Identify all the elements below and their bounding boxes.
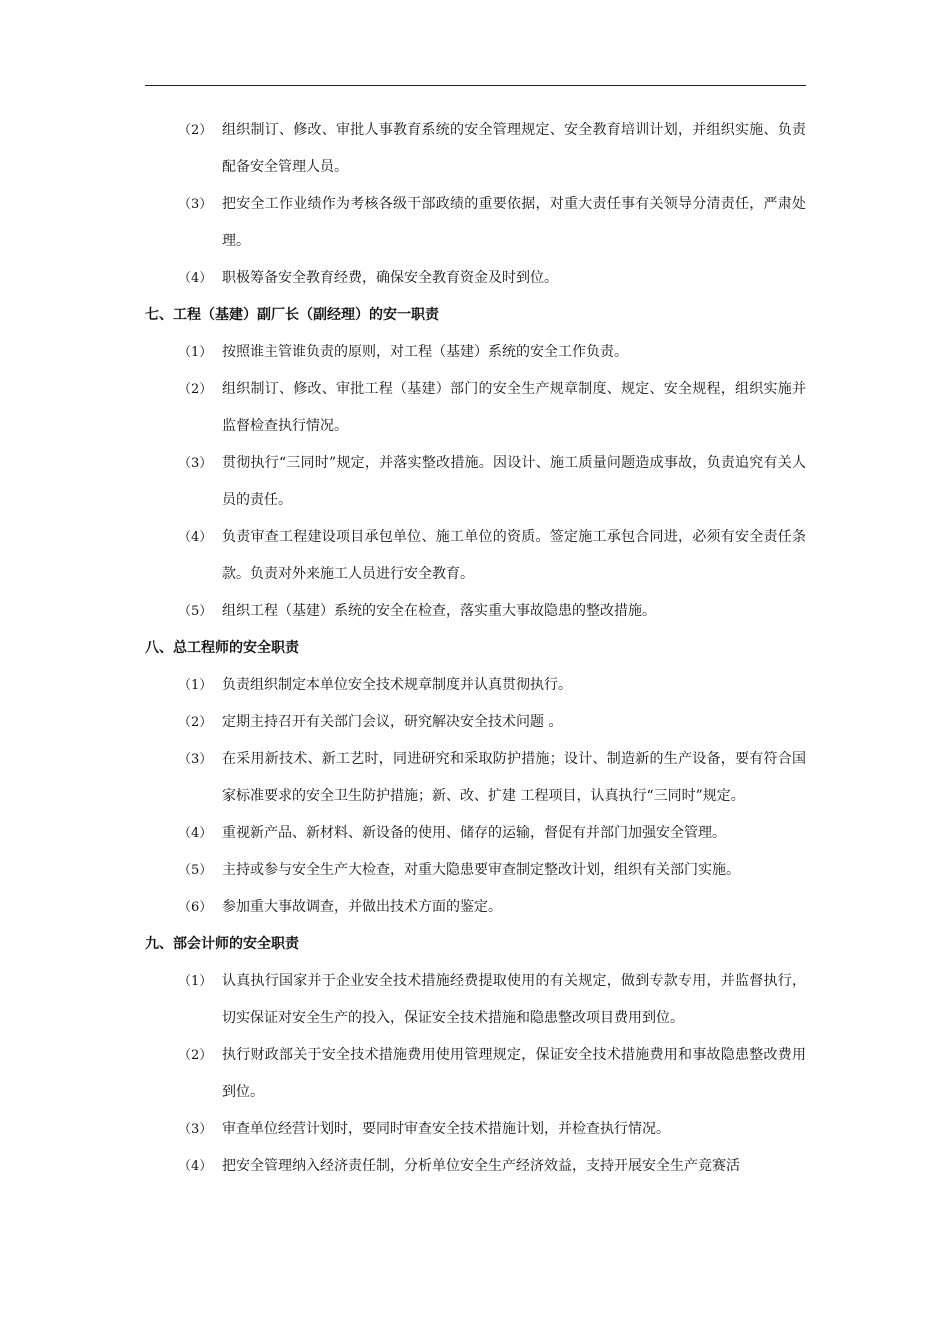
list-item	[145, 260, 806, 297]
item-number: （2）	[178, 715, 213, 730]
item-number: （3）	[178, 752, 213, 767]
item-text: 把安全管理纳入经济责任制，分析单位安全生产经济效益，支持开展安全生产竞赛活	[222, 1158, 740, 1174]
item-number: （3）	[178, 1122, 213, 1137]
item-text: 执行财政部关于安全技术措施费用使用管理规定，保证安全技术措施费用和事故隐患整改费用到位。	[222, 1047, 806, 1100]
list-item	[145, 963, 806, 1037]
item-number: （4）	[178, 530, 213, 545]
item-number: （1）	[178, 345, 213, 360]
item-number: （6）	[178, 900, 213, 915]
item-number: （2）	[178, 1048, 213, 1063]
item-text: 认真执行国家并于企业安全技术措施经费提取使用的有关规定，做到专款专用，并监督执行，切实保证对安全生产的投入，保证安全技术措施和隐患整改项目费用到位。	[222, 973, 806, 1026]
item-number: （3）	[178, 456, 213, 471]
list-item	[145, 1111, 806, 1148]
section-8	[145, 630, 806, 926]
item-text: 贯彻执行“三同时”规定，并落实整改措施。因设计、施工质量问题造成事故，负责追究有关人员的责任。	[222, 455, 806, 508]
list-item	[145, 445, 806, 519]
header-rule	[145, 85, 806, 86]
item-text: 组织工程（基建）系统的安全在检查，落实重大事故隐患的整改措施。	[222, 603, 656, 619]
item-text: 负责审查工程建设项目承包单位、施工单位的资质。签定施工承包合同进，必须有安全责任条款。负责对外来施工人员进行安全教育。	[222, 529, 806, 582]
item-number: （4）	[178, 826, 213, 841]
item-number: （5）	[178, 604, 213, 619]
section-heading: 九、部会计师的安全职责	[145, 936, 299, 952]
item-number: （4）	[178, 1159, 213, 1174]
item-number: （3）	[178, 197, 213, 212]
item-text: 职极筹备安全教育经费，确保安全教育资金及时到位。	[222, 270, 558, 286]
section-9	[145, 926, 806, 1185]
list-item	[145, 334, 806, 371]
item-text: 参加重大事故调查，并做出技术方面的鉴定。	[222, 899, 502, 915]
item-text: 主持或参与安全生产大检查，对重大隐患要审查制定整改计划，组织有关部门实施。	[222, 862, 740, 878]
item-text: 重视新产品、新材料、新设备的使用、储存的运输，督促有并部门加强安全管理。	[222, 825, 726, 841]
item-text: 把安全工作业绩作为考核各级干部政绩的重要依据，对重大责任事有关领导分清责任，严肃处理。	[222, 196, 806, 249]
list-item	[145, 1037, 806, 1111]
list-item	[145, 112, 806, 186]
section-continued	[145, 112, 806, 297]
item-number: （1）	[178, 974, 213, 989]
item-text: 组织制订、修改、审批人事教育系统的安全管理规定、安全教育培训计划，并组织实施、负责配备安全管理人员。	[222, 122, 806, 175]
item-text: 组织制订、修改、审批工程（基建）部门的安全生产规章制度、规定、安全规程，组织实施并监督检查执行情况。	[222, 381, 806, 434]
section-heading: 七、工程（基建）副厂长（副经理）的安一职责	[145, 307, 439, 323]
list-item	[145, 593, 806, 630]
item-text: 审查单位经营计划时，要同时审查安全技术措施计划，并检查执行情况。	[222, 1121, 670, 1137]
section-7	[145, 297, 806, 630]
list-item	[145, 519, 806, 593]
item-text: 定期主持召开有关部门会议，研究解决安全技术问题 。	[222, 714, 563, 730]
item-number: （5）	[178, 863, 213, 878]
section-heading: 八、总工程师的安全职责	[145, 640, 299, 656]
item-text: 负责组织制定本单位安全技术规章制度并认真贯彻执行。	[222, 677, 572, 693]
list-item	[145, 371, 806, 445]
list-item	[145, 704, 806, 741]
list-item	[145, 186, 806, 260]
item-text: 在采用新技术、新工艺时，同进研究和采取防护措施；设计、制造新的生产设备，要有符合国家标准要求的安全卫生防护措施；新、改、扩建 工程项目，认真执行“三同时”规定。	[222, 751, 806, 804]
list-item	[145, 667, 806, 704]
item-number: （2）	[178, 382, 213, 397]
list-item	[145, 889, 806, 926]
item-text: 按照谁主管谁负责的原则，对工程（基建）系统的安全工作负责。	[222, 344, 628, 360]
list-item	[145, 1148, 806, 1185]
list-item	[145, 815, 806, 852]
item-number: （1）	[178, 678, 213, 693]
item-number: （2）	[178, 123, 213, 138]
list-item	[145, 852, 806, 889]
item-number: （4）	[178, 271, 213, 286]
document-body	[145, 112, 806, 1185]
list-item	[145, 741, 806, 815]
